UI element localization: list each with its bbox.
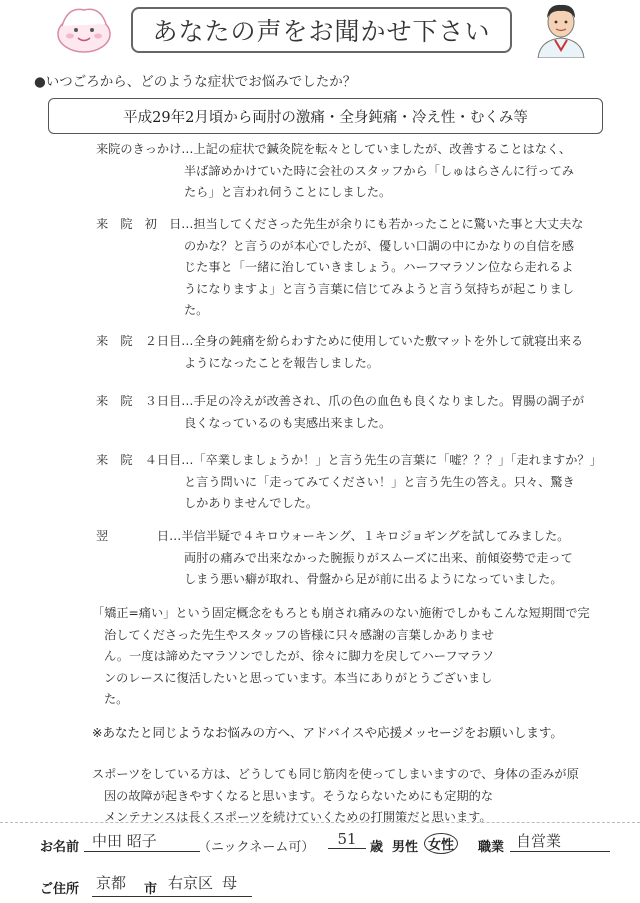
entry-line: 全身の鈍痛を紛らわすために使用していた敷マットを外して就寝出来る [193,334,584,348]
entry-day-2 [96,331,596,375]
nickname-note: （ニックネーム可） [198,840,315,855]
name-label: お名前 [40,840,80,855]
entry-label: 来 院 ４日目… [96,453,194,467]
age-label: 歳 [370,840,384,855]
entry-line: じた事と「一緒に治していきましょう。ハーフマラソン位なら走れるよ [184,260,574,274]
entry-line: うになりますよ」と言う言葉に信じてみようと言う気持ちが起こりまし [184,281,574,296]
entry-line: 良くなっているのも実感出来ました。 [184,415,392,430]
advice-paragraph [92,764,612,829]
female-option [424,833,458,854]
entry-line: た。 [184,303,209,317]
entry-line: しまう悪い癖が取れ、骨盤から足が前に出るようになっていました。 [184,572,563,586]
entry-label: 来 院 ３日目… [96,394,194,408]
advice-line: メンテナンスは長くスポーツを続けていくための打開策だと思います。 [104,810,492,824]
closing-line: ンのレースに復活したいと思っています。本当にありがとうございまし [104,670,493,685]
entry-line: たら」と言われ伺うことにしました。 [184,185,392,199]
address-label: ご住所 [40,882,80,897]
entry-first-reason [96,139,596,205]
mascot-illustration [48,0,118,56]
closing-line: 治してくださった先生やスタッフの皆様に只々感謝の言葉しかありませ [104,627,494,642]
closing-line: ん。一度は諦めたマラソンでしたが、徐々に脚力を戻してハーフマラソ [104,649,495,663]
entry-line: ようになったことを報告しました。 [184,355,379,370]
age-value: 51 [328,830,366,849]
entry-day-4 [96,450,602,516]
question-advice: ※あなたと同じようなお悩みの方へ、アドバイスや応援メッセージをお願いします。 [92,725,563,740]
relation: 母 [222,874,238,892]
entry-line: 手足の冷えが改善され、爪の色の血色も良くなりました。胃腸の調子が [193,394,585,408]
entry-line: 半信半疑で４キロウォーキング、１キロジョギングを試してみました。 [181,529,570,543]
question-symptoms: ●いつごろから、どのような症状でお悩みでしたか？ [34,74,357,90]
page-title: あなたの声をお聞かせ下さい [131,7,512,53]
entry-label: 来 院 ２日目… [96,334,194,348]
entry-line: 「卒業しましょうか！」と言う先生の言葉に「嘘？？？」「走れますか？」 [193,453,602,467]
closing-line: 「矯正=痛い」という固定概念をもろとも崩され痛みのない施術でしかもこんな短期間で完 [92,606,590,620]
entry-day-3 [96,391,596,435]
job-value: 自営業 [510,830,610,852]
advice-line: スポーツをしている方は、どうしても同じ筋肉を使ってしまいますので、身体の歪みが原 [92,767,579,781]
entry-label: 翌 日… [96,529,182,543]
city-label: 市 [144,882,158,897]
entry-line: と言う問いに「走ってみてください！」と言う先生の答え。只々、驚き [184,474,575,489]
entry-label: 来 院 初 日… [96,217,194,231]
entry-line: 担当してくださった先生が余りにも若かったことに驚いた事と大丈夫な [193,217,584,231]
doctor-illustration [530,0,592,58]
entry-line: 半ば諦めかけていた時に会社のスタッフから「しゅはらさんに行ってみ [184,163,574,178]
footer-divider [0,822,640,824]
entry-next-day [96,526,596,592]
entry-line: しかありませんでした。 [184,496,319,510]
female-selected: 女性 [424,833,458,854]
address-prefecture: 京都 [96,874,127,892]
entry-first-day [96,214,596,324]
closing-paragraph [92,603,612,711]
advice-line: 因の故障が起きやすくなると思います。そうならないためにも定期的な [104,788,494,803]
closing-line: た。 [104,692,129,706]
entry-line: のかな？と言うのが本心でしたが、優しい口調の中にかなりの自信を感 [184,238,574,253]
entry-line: 両肘の痛みで出来なかった腕振りがスムーズに出来、前傾姿勢で走って [184,550,573,565]
job-label: 職業 [478,840,505,855]
address-underline [92,896,252,897]
male-option: 男性 [392,840,419,855]
address-ward: 右京区 [168,874,214,892]
entry-line: 上記の症状で鍼灸院を転々としていましたが、改善することはなく、 [193,142,572,156]
symptom-answer: 平成29年2月頃から両肘の激痛・全身鈍痛・冷え性・むくみ等 [48,98,603,134]
entry-label: 来院のきっかけ… [96,142,194,156]
name-value: 中田 昭子 [84,830,200,852]
